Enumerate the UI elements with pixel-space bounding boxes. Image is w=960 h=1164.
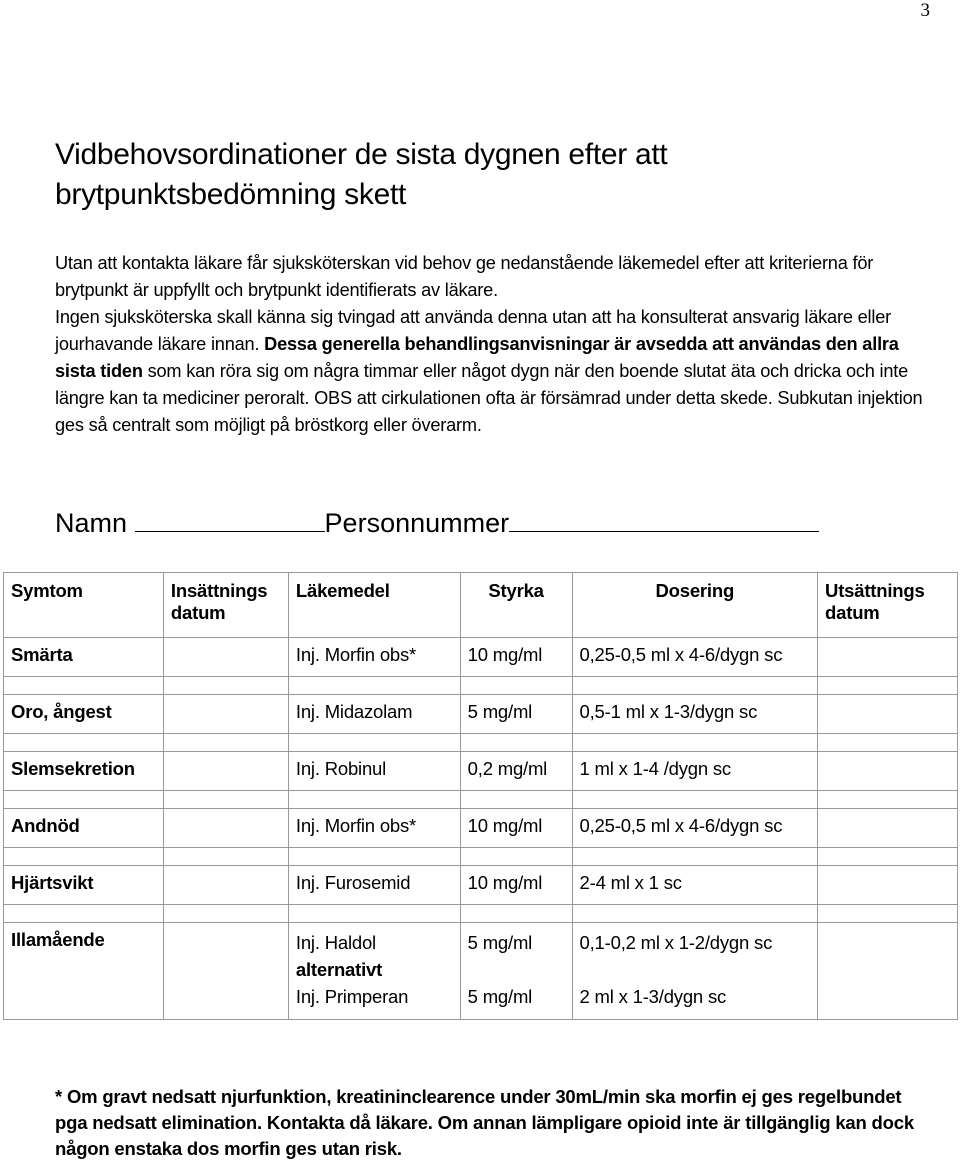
name-label: Namn	[55, 508, 128, 538]
cell-styrka: 10 mg/ml	[460, 638, 572, 677]
table-row	[4, 752, 958, 791]
intro-paragraph-2	[55, 304, 935, 439]
table-row	[4, 866, 958, 905]
lakemedel-alternative: Inj. Primperan	[295, 986, 409, 1007]
cell-symtom: Hjärtsvikt	[4, 866, 164, 905]
patient-fields	[55, 508, 819, 539]
styrka-alternative: 5 mg/ml	[467, 986, 533, 1007]
cell-dosering: 0,25-0,5 ml x 4-6/dygn sc	[572, 809, 818, 848]
cell-symtom: Oro, ångest	[4, 695, 164, 734]
cell-utsattning[interactable]	[818, 866, 958, 905]
table-row	[4, 923, 958, 1020]
header-symtom: Symtom	[4, 573, 164, 638]
cell-symtom: Smärta	[4, 638, 164, 677]
cell-lakemedel: Inj. Morfin obs*	[288, 638, 460, 677]
cell-dosering: 2-4 ml x 1 sc	[572, 866, 818, 905]
intro-paragraph-1: Utan att kontakta läkare får sjuksköterskan vid behov ge nedanstående läkemedel efter att kriterierna för brytpunkt är uppfyllt och brytpunkt identifierats av läkare.	[55, 253, 874, 300]
lakemedel-primary: Inj. Haldol	[295, 932, 376, 953]
cell-insattning[interactable]	[163, 752, 288, 791]
cell-insattning[interactable]	[163, 809, 288, 848]
cell-utsattning[interactable]	[818, 809, 958, 848]
cell-utsattning[interactable]	[818, 638, 958, 677]
cell-utsattning[interactable]	[818, 695, 958, 734]
cell-dosering: 1 ml x 1-4 /dygn sc	[572, 752, 818, 791]
table-row	[4, 809, 958, 848]
cell-lakemedel: Inj. Furosemid	[288, 866, 460, 905]
intro-bold-text: Dessa generella behandlingsanvisningar är avsedda att användas den allra sista tiden	[55, 334, 899, 381]
cell-lakemedel: Inj. Midazolam	[288, 695, 460, 734]
cell-dosering: 0,25-0,5 ml x 4-6/dygn sc	[572, 638, 818, 677]
footnote	[55, 1084, 935, 1162]
cell-utsattning[interactable]	[818, 923, 958, 1020]
page-number: 3	[920, 0, 930, 21]
header-styrka: Styrka	[460, 573, 572, 638]
cell-styrka: 0,2 mg/ml	[460, 752, 572, 791]
spacer-row	[4, 791, 958, 809]
header-lakemedel: Läkemedel	[288, 573, 460, 638]
intro-paragraph-3-text: som kan röra sig om några timmar eller något dygn när den boende slutat äta och dricka och inte längre kan ta mediciner peroralt. OBS att cirkulationen ofta är försämrad under detta skede. Subkutan injektion ges så centralt som möjligt på bröstkorg eller överarm.	[55, 361, 923, 435]
footnote-text: * Om gravt nedsatt njurfunktion, kreatininclearence under 30mL/min ska morfin ej ges regelbundet pga nedsatt elimination. Kontakta då läkare. Om annan lämpligare opioid inte är tillgänglig kan dock någon enstaka dos morfin ges utan risk.	[55, 1086, 914, 1159]
cell-dosering: 0,5-1 ml x 1-3/dygn sc	[572, 695, 818, 734]
cell-styrka: 10 mg/ml	[460, 809, 572, 848]
dosering-primary: 0,1-0,2 ml x 1-2/dygn sc	[579, 932, 773, 953]
cell-lakemedel: Inj. Robinul	[288, 752, 460, 791]
intro-text	[55, 250, 935, 439]
table-row	[4, 695, 958, 734]
header-utsattning: Utsättnings datum	[818, 573, 958, 638]
cell-insattning[interactable]	[163, 638, 288, 677]
styrka-primary: 5 mg/ml	[467, 932, 533, 953]
cell-symtom: Andnöd	[4, 809, 164, 848]
cell-insattning[interactable]	[163, 866, 288, 905]
cell-lakemedel: Inj. Morfin obs*	[288, 809, 460, 848]
table-header-row	[4, 573, 958, 638]
cell-styrka: 10 mg/ml	[460, 866, 572, 905]
spacer-row	[4, 734, 958, 752]
alternative-label: alternativt	[295, 959, 383, 980]
cell-symtom: Illamående	[4, 923, 164, 1020]
table-row	[4, 638, 958, 677]
header-insattning: Insättnings datum	[163, 573, 288, 638]
cell-styrka	[460, 923, 572, 1020]
cell-utsattning[interactable]	[818, 752, 958, 791]
spacer-row	[4, 848, 958, 866]
page-title: Vidbehovsordinationer de sista dygnen efter att brytpunktsbedömning skett	[55, 138, 668, 211]
spacer-row	[4, 677, 958, 695]
intro-paragraph-2-text: Ingen sjuksköterska skall känna sig tvingad att använda denna utan att ha konsulterat ansvarig läkare eller jourhavande läkare innan.	[55, 307, 891, 354]
dosering-alternative: 2 ml x 1-3/dygn sc	[579, 986, 727, 1007]
spacer-row	[4, 905, 958, 923]
name-field[interactable]	[135, 530, 325, 532]
cell-symtom: Slemsekretion	[4, 752, 164, 791]
header-dosering: Dosering	[572, 573, 818, 638]
cell-dosering	[572, 923, 818, 1020]
cell-insattning[interactable]	[163, 923, 288, 1020]
personnummer-field[interactable]	[509, 530, 819, 532]
medication-table	[3, 572, 958, 1020]
cell-insattning[interactable]	[163, 695, 288, 734]
cell-lakemedel	[288, 923, 460, 1020]
personnummer-label: Personnummer	[324, 508, 510, 538]
cell-styrka: 5 mg/ml	[460, 695, 572, 734]
